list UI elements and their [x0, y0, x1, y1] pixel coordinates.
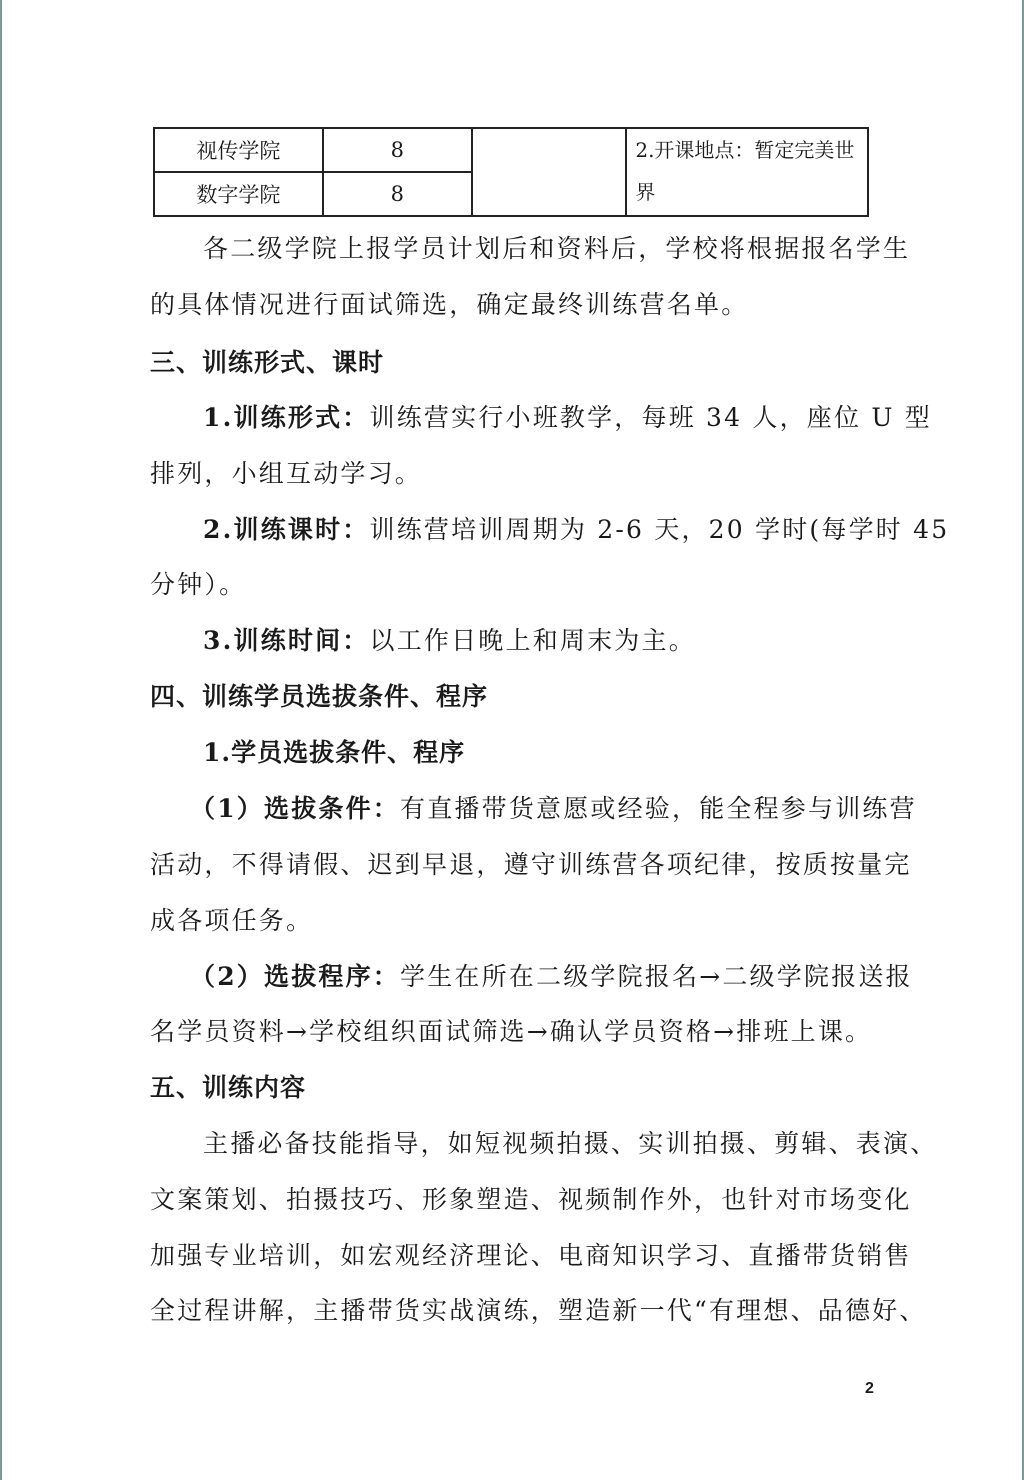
paragraph-line	[203, 621, 929, 657]
paragraph-line: 排列，小组互动学习。	[150, 459, 423, 488]
item-label: （2）选拔程序：	[190, 962, 400, 991]
paragraph-line: 全过程讲解，主播带货实战演练，塑造新一代“有理想、品德好、	[150, 1296, 927, 1325]
count-cell: 8	[323, 128, 472, 172]
item-text: 训练营实行小班教学，每班 34 人，座位 U 型	[369, 403, 932, 432]
table-row	[154, 128, 868, 172]
empty-cell	[472, 128, 627, 216]
college-cell: 数字学院	[154, 172, 323, 216]
count-cell: 8	[323, 172, 472, 216]
section-heading-3: 三、训练形式、课时	[150, 348, 385, 377]
item-label: （1）选拔条件：	[190, 794, 400, 823]
item-text: 学生在所在二级学院报名→二级学院报送报	[400, 962, 913, 991]
item-text: 有直播带货意愿或经验，能全程参与训练营	[400, 794, 917, 823]
paragraph-line: 的具体情况进行面试筛选，确定最终训练营名单。	[150, 290, 749, 319]
paragraph-line: 主播必备技能指导，如短视频拍摄、实训拍摄、剪辑、表演、	[203, 1129, 938, 1158]
item-label: 1.训练形式：	[203, 403, 370, 432]
section-heading-5: 五、训练内容	[150, 1073, 307, 1102]
item-text: 以工作日晚上和周末为主。	[369, 626, 696, 655]
paragraph-line: 各二级学院上报学员计划后和资料后，学校将根据报名学生	[203, 234, 911, 263]
enrollment-table	[153, 127, 869, 217]
paragraph-line	[190, 957, 916, 993]
note-cell: 2.开课地点：暂定完美世界	[626, 128, 868, 216]
item-label: 3.训练时间：	[203, 626, 370, 655]
paragraph-line: 文案策划、拍摄技巧、形象塑造、视频制作外，也针对市场变化	[150, 1185, 912, 1214]
item-label: 2.训练课时：	[203, 515, 370, 544]
section-heading-4: 四、训练学员选拔条件、程序	[150, 682, 489, 711]
page-number: 2	[865, 1380, 874, 1397]
subsection-heading: 1.学员选拔条件、程序	[203, 738, 466, 767]
paragraph-line: 名学员资料→学校组织面试筛选→确认学员资格→排班上课。	[150, 1017, 873, 1046]
college-cell: 视传学院	[154, 128, 323, 172]
item-text: 训练营培训周期为 2-6 天，20 学时(每学时 45	[369, 515, 950, 544]
paragraph-line	[203, 398, 932, 434]
paragraph-line	[190, 789, 916, 825]
paragraph-line: 分钟）。	[150, 570, 247, 599]
paragraph-line: 加强专业培训，如宏观经济理论、电商知识学习、直播带货销售	[150, 1241, 912, 1270]
paragraph-line: 活动，不得请假、迟到早退，遵守训练营各项纪律，按质按量完	[150, 850, 912, 879]
paragraph-line: 成各项任务。	[150, 906, 314, 935]
scan-edge-left	[0, 0, 2, 1480]
paragraph-line	[203, 510, 950, 546]
